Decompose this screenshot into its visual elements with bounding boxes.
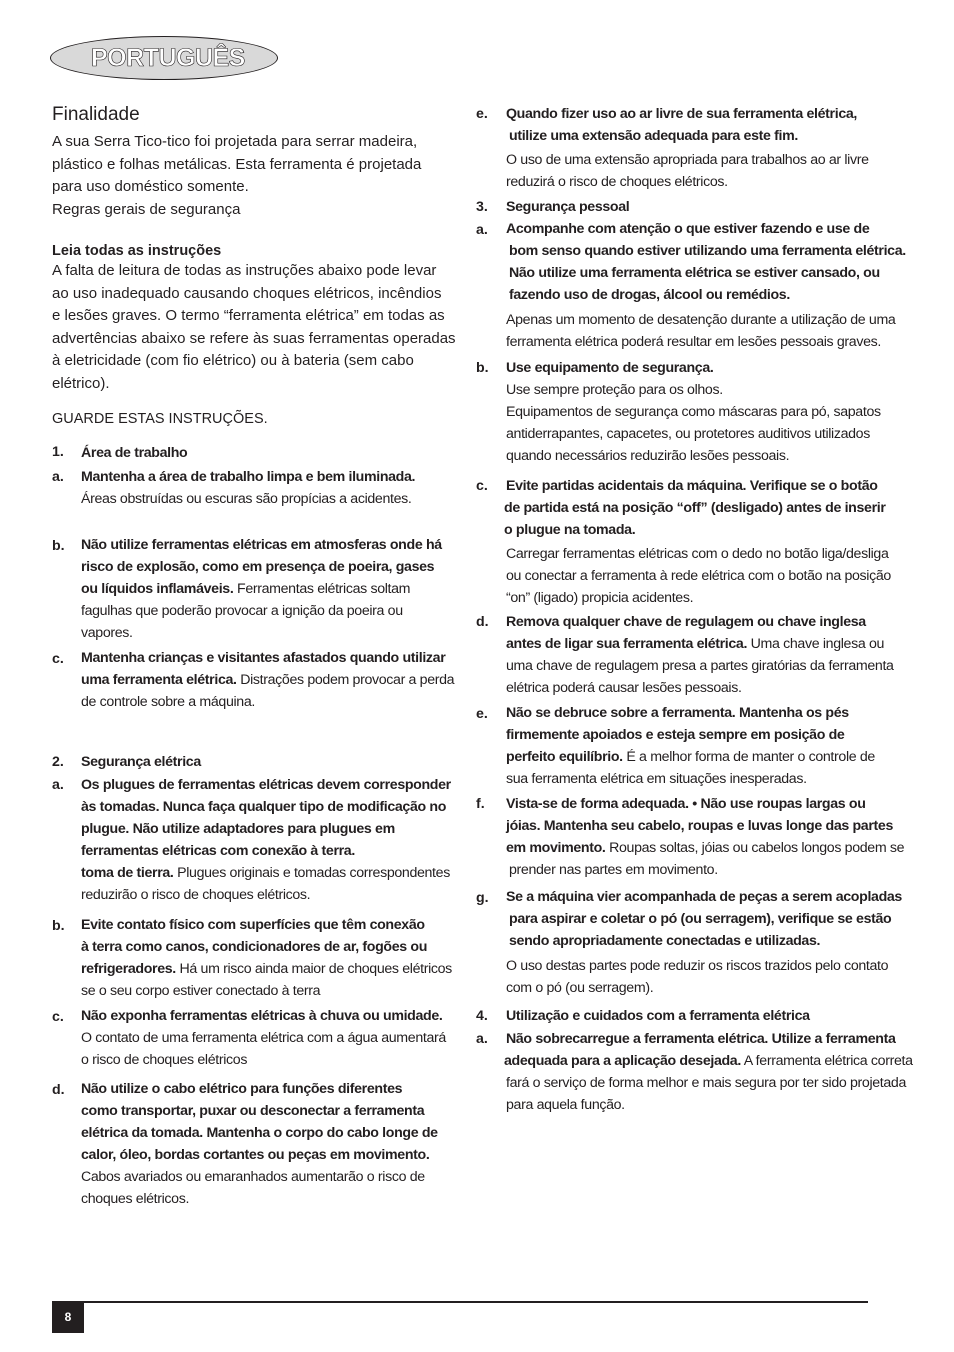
bold-span: antes de ligar sua ferramenta elétrica.	[506, 636, 748, 652]
item-3c	[506, 475, 891, 609]
text-line: de controle sobre a máquina.	[81, 694, 255, 710]
text-line: Regras gerais de segurança	[52, 200, 241, 218]
read-heading: Leia todas as instruções	[52, 243, 222, 259]
text-line: sua ferramenta elétrica em situações inesperadas.	[506, 771, 807, 787]
bold-line: de partida está na posição “off” (desligado) antes de inserir	[504, 500, 886, 516]
bold-line: risco de explosão, como em presença de poeira, gases	[81, 559, 435, 575]
text-line: e lesões graves. O termo “ferramenta elétrica” em todas as	[52, 307, 445, 324]
bold-line: Não exponha ferramentas elétricas à chuva ou umidade.	[81, 1008, 443, 1024]
text-line: Use sempre proteção para os olhos.	[506, 382, 723, 398]
item-1b	[81, 534, 442, 644]
section-number: 2.	[52, 754, 64, 770]
bold-span: toma de tierra.	[81, 865, 174, 881]
text-line: vapores.	[81, 625, 133, 641]
section-number: 4.	[476, 1008, 488, 1024]
bold-line: para aspirar e coletar o pó (ou serragem), verifique se estão	[509, 911, 892, 927]
item-1a	[81, 466, 415, 510]
item-3g	[506, 886, 902, 999]
section-heading: Segurança pessoal	[506, 199, 630, 215]
bold-line: utilize uma extensão adequada para este fim.	[509, 128, 798, 144]
item-label: a.	[52, 469, 64, 485]
item-3e	[506, 702, 875, 790]
bold-span: ou líquidos inflamáveis.	[81, 581, 234, 597]
item-label: e.	[476, 106, 488, 122]
text-line: O uso destas partes pode reduzir os riscos trazidos pelo contato	[506, 958, 889, 974]
item-label: d.	[476, 614, 489, 630]
text-line: para aquela função.	[506, 1097, 625, 1113]
bold-line: sendo apropriadamente conectadas e utilizadas.	[509, 933, 821, 949]
page-number: 8	[52, 1303, 84, 1333]
bold-line: Mantenha crianças e visitantes afastados quando utilizar	[81, 650, 446, 666]
text-span: Há um risco ainda maior de choques elétricos	[175, 961, 452, 977]
section-number: 3.	[476, 199, 488, 215]
text-line: se o seu corpo estiver conectado à terra	[81, 983, 321, 999]
bold-line: às tomadas. Nunca faça qualquer tipo de modificação no	[81, 799, 447, 815]
text-line: uma chave de regulagem presa a partes giratórias da ferramenta	[506, 658, 894, 674]
item-label: e.	[476, 706, 488, 722]
section-title: Finalidade	[52, 104, 140, 125]
text-span: Uma chave inglesa ou	[747, 636, 885, 652]
item-4a	[506, 1028, 913, 1116]
bold-line: Evite partidas acidentais da máquina. Verifique se o botão	[506, 478, 878, 494]
language-tab-label: PORTUGUÊS	[91, 44, 245, 72]
text-line: “on” (ligado) propicia acidentes.	[506, 590, 694, 606]
bold-span: refrigeradores.	[81, 961, 176, 977]
bold-line: jóias. Mantenha seu cabelo, roupas e luvas longe das partes	[506, 818, 893, 834]
text-line: advertências abaixo se refere às suas ferramentas operadas	[52, 329, 456, 347]
text-line: Equipamentos de segurança como máscaras para pó, sapatos	[506, 404, 881, 420]
bold-line: Mantenha a área de trabalho limpa e bem iluminada.	[81, 469, 416, 485]
text-line: A falta de leitura de todas as instruções abaixo pode levar	[52, 262, 437, 279]
text-span: É a melhor forma de manter o controle de	[622, 749, 875, 765]
bold-line: Evite contato físico com superfícies que têm conexão	[81, 917, 425, 933]
item-label: c.	[52, 651, 64, 667]
bold-line: o plugue na tomada.	[504, 522, 636, 538]
bold-line: como transportar, puxar ou desconectar a ferramenta	[81, 1103, 425, 1119]
text-line: à eletricidade (com fio elétrico) ou à bateria (sem cabo	[52, 352, 414, 369]
language-tab	[50, 36, 278, 80]
bold-span: adequada para a aplicação desejada.	[504, 1053, 741, 1069]
text-span: Roupas soltas, jóias ou cabelos longos podem se	[605, 840, 905, 856]
item-3d	[506, 611, 894, 699]
text-line: choques elétricos.	[81, 1191, 190, 1207]
text-line: prender nas partes em movimento.	[509, 862, 718, 878]
text-line: Apenas um momento de desatenção durante a utilização de uma	[506, 312, 896, 328]
text-line: ferramenta elétrica poderá resultar em lesões pessoais graves.	[506, 334, 881, 350]
text-line: para uso doméstico somente.	[52, 178, 249, 195]
bold-span: uma ferramenta elétrica.	[81, 672, 237, 688]
text-line: reduzirá o risco de choques elétricos.	[506, 174, 728, 190]
item-label: d.	[52, 1082, 65, 1098]
section-number: 1.	[52, 444, 64, 460]
text-line: O contato de uma ferramenta elétrica com a água aumentará	[81, 1030, 446, 1046]
bold-line: Não sobrecarregue a ferramenta elétrica. Utilize a ferramenta	[506, 1031, 896, 1047]
section-heading: Área de trabalho	[81, 445, 188, 461]
item-label: c.	[52, 1009, 64, 1025]
text-line: fará o serviço de forma melhor e mais segura por ter sido projetada	[506, 1075, 907, 1091]
bold-line: Não utilize o cabo elétrico para funções diferentes	[81, 1081, 403, 1097]
item-label: b.	[52, 538, 65, 554]
text-line: elétrica poderá causar lesões pessoais.	[506, 680, 742, 696]
text-line: quando necessários reduzirão lesões pessoais.	[506, 448, 790, 464]
bold-line: Acompanhe com atenção o que estiver fazendo e use de	[506, 221, 870, 237]
bold-line: ferramentas elétricas com conexão à terra.	[81, 843, 355, 859]
item-3b	[506, 357, 881, 467]
text-line: o risco de choques elétricos	[81, 1052, 248, 1068]
bold-line: Não se debruce sobre a ferramenta. Mantenha os pés	[506, 705, 849, 721]
item-1c	[81, 647, 454, 713]
text-line: plástico e folhas metálicas. Esta ferramenta é projetada	[52, 155, 422, 173]
read-paragraph	[52, 260, 456, 395]
keep-instructions: GUARDE ESTAS INSTRUÇÕES.	[52, 411, 268, 427]
text-line: reduzirão o risco de choques elétricos.	[81, 887, 311, 903]
text-line: elétrico).	[52, 374, 110, 392]
item-label: a.	[52, 777, 64, 793]
item-2c	[81, 1005, 446, 1071]
bold-line: Use equipamento de segurança.	[506, 360, 714, 376]
bold-line: Não utilize ferramentas elétricas em atmosferas onde há	[81, 537, 442, 553]
item-2a	[81, 774, 451, 906]
bold-line: bom senso quando estiver utilizando uma ferramenta elétrica.	[509, 243, 906, 259]
bold-line: calor, óleo, bordas cortantes ou peças em movimento.	[81, 1147, 430, 1163]
text-line: antiderrapantes, capacetes, ou protetores auditivos utilizados	[506, 426, 870, 442]
item-2d	[81, 1078, 438, 1210]
text-span: Plugues originais e tomadas correspondentes	[173, 865, 450, 881]
item-3a	[506, 218, 906, 353]
intro-paragraph	[52, 131, 421, 221]
item-label: g.	[476, 890, 489, 906]
item-3f	[506, 793, 904, 881]
bold-line: plugue. Não utilize adaptadores para plugues em	[81, 821, 395, 837]
bold-line: Não utilize uma ferramenta elétrica se estiver cansado, ou	[509, 265, 880, 281]
bold-span: em movimento.	[506, 840, 606, 856]
text-line: A sua Serra Tico-tico foi projetada para serrar madeira,	[52, 133, 418, 150]
text-line: ou conectar a ferramenta à rede elétrica com o botão na posição	[506, 568, 891, 584]
bold-line: Quando fizer uso ao ar livre de sua ferramenta elétrica,	[506, 106, 857, 122]
bold-line: Remova qualquer chave de regulagem ou chave inglesa	[506, 614, 866, 630]
item-label: a.	[476, 222, 488, 238]
item-label: f.	[476, 796, 485, 812]
text-span: A ferramenta elétrica correta	[740, 1053, 913, 1069]
footer-rule	[52, 1301, 868, 1303]
item-label: c.	[476, 478, 488, 494]
text-span: Distrações podem provocar a perda	[236, 672, 455, 688]
section-heading: Utilização e cuidados com a ferramenta elétrica	[506, 1008, 810, 1024]
bold-line: Os plugues de ferramentas elétricas devem corresponder	[81, 777, 451, 793]
text-line: Cabos avariados ou emaranhados aumentarão o risco de	[81, 1169, 425, 1185]
text-span: Ferramentas elétricas soltam	[233, 581, 411, 597]
bold-line: Vista-se de forma adequada. • Não use roupas largas ou	[506, 796, 866, 812]
bold-line: elétrica da tomada. Mantenha o corpo do cabo longe de	[81, 1125, 438, 1141]
item-2b	[81, 914, 452, 1002]
item-label: b.	[476, 360, 489, 376]
bold-line: Se a máquina vier acompanhada de peças a serem acopladas	[506, 889, 902, 905]
text-line: O uso de uma extensão apropriada para trabalhos ao ar livre	[506, 152, 869, 168]
item-label: a.	[476, 1031, 488, 1047]
text-line: ao uso inadequado causando choques elétricos, incêndios	[52, 284, 442, 302]
bold-line: fazendo uso de drogas, álcool ou remédios.	[509, 287, 790, 303]
section-heading: Segurança elétrica	[81, 754, 201, 770]
text-line: Carregar ferramentas elétricas com o dedo no botão liga/desliga	[506, 546, 889, 562]
text-line: com o pó (ou serragem).	[506, 980, 654, 996]
item-label: b.	[52, 918, 65, 934]
bold-line: à terra como canos, condicionadores de ar, fogões ou	[81, 939, 428, 955]
text-line: fagulhas que poderão provocar a ignição da poeira ou	[81, 603, 403, 619]
bold-line: firmemente apoiados e esteja sempre em posição de	[506, 727, 845, 743]
text-line: Áreas obstruídas ou escuras são propícias a acidentes.	[81, 491, 412, 507]
item-2e	[506, 103, 869, 193]
bold-span: perfeito equilíbrio.	[506, 749, 623, 765]
